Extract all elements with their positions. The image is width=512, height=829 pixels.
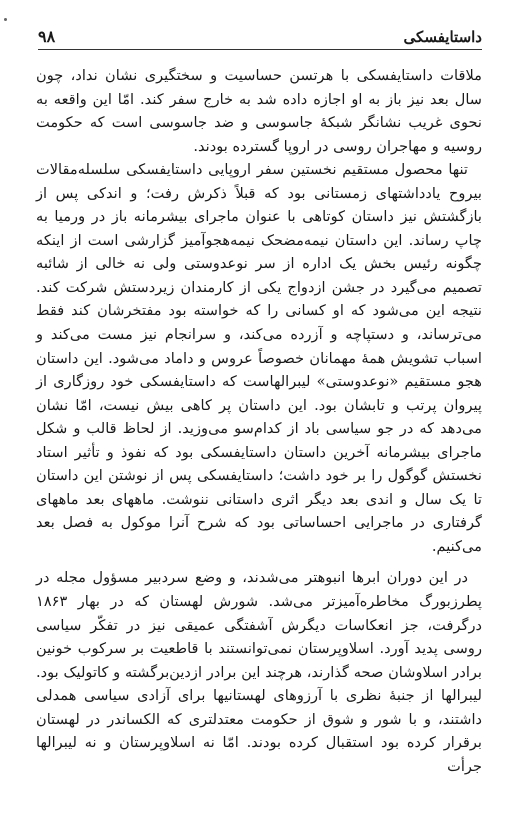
running-title: داستایفسکی [403, 28, 482, 46]
page-number: ۹۸ [38, 27, 56, 46]
running-header [38, 22, 482, 50]
scan-speck [4, 18, 7, 21]
paragraph: در این دوران ابرها انبوهتر می‌شدند، و وضع سردبیر مسؤول مجله در پطرزبورگ مخاطره‌آمیزتر می‌شد. شورش لهستان که در بهار ۱۸۶۳ درگرفت، جز انعکاسات دیگرش آشفتگی عمیقی نیز در تفکّر سیاسی روسی پدید آورد. اسلاوپرستان نمی‌توانستند با قاطعیت بر سرکوب خونین برادر اسلاوشان صحه گذارند، هرچند این برادر ازدین‌برگشته و کاتولیک بود. لیبرالها از جنبهٔ نظری با آرزوهای لهستانیها برای آزادی سیاسی همدلی داشتند، و با شور و شوق از حکومت معتدلتری که الکساندر در لهستان برقرار کرده بود استقبال کرده بودند. امّا نه اسلاوپرستان و نه لیبرالها جرأت [36, 569, 482, 775]
paragraph: ملاقات داستایفسکی با هرتسن حساسیت و سختگیری نشان نداد، چون سال بعد نیز باز به او اجازه داده شد به خارج سفر کند. امّا این واقعه به نحوی غریب نشانگر شبکهٔ جاسوسی و ضد جاسوسی است که حکومت روسیه و مهاجران روسی در اروپا گسترده بودند. [36, 67, 482, 155]
paragraph: تنها محصول مستقیم نخستین سفر اروپایی داستایفسکی سلسله‌مقالات بیروح یادداشتهای زمستانی بود که قبلاً ذکرش رفت؛ و اندکی پس از بازگشتش نیز داستان کوتاهی با عنوان ماجرای بیشرمانه باز در ورمیا به چاپ رساند. این داستان نیمه‌مضحک نیمه‌هجوآمیز گزارشی است از اینکه چگونه رئیس بخش یک اداره از سر نوعدوستی ولی نه خالی از شائبه تصمیم می‌گیرد در جشن ازدواج یکی از کارمندان زیردستش شرکت کند. نتیجه این می‌شود که او کسانی را که خواسته بود مفتخرشان کند فقط می‌ترساند، و دستپاچه و آزرده می‌کند، و سرانجام نیز مست می‌کند و اسباب تشویش همهٔ مهمانان خصوصاً عروس و داماد می‌شود. این داستان هجو مستقیم «نوعدوستی» لیبرالهاست که داستایفسکی خود روزگاری از پیروان پرتب و تابشان بود. این داستان پر کاهی بیش نیست، امّا نشان می‌دهد که در جو سیاسی باد از کدام‌سو می‌وزید. از لحاظ قالب و شکل ماجرای بیشرمانه آخرین داستان داستایفسکی بود که نفوذ و تأثیر استاد نخستش گوگول را بر خود داشت؛ داستایفسکی پس از نوشتن این داستان تا یک سال و اندی بعد دیگر اثری داستانی ننوشت. ماههای بعد ماههای گرفتاری در ماجرایی احساساتی بود که شرح آنرا موکول به فصل بعد می‌کنیم. [36, 161, 482, 555]
body-text [36, 64, 482, 778]
